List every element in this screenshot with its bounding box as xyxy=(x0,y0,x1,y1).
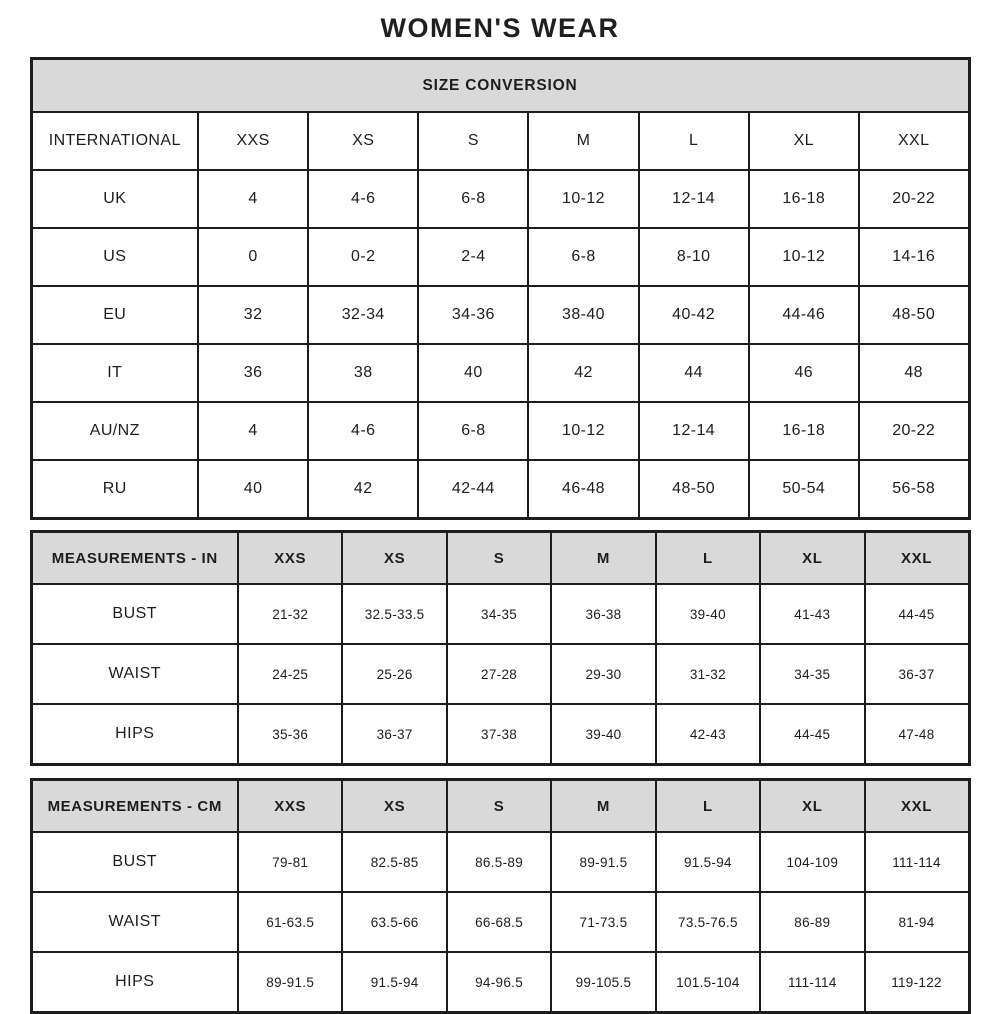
measurement-value-cell: 71-73.5 xyxy=(551,892,655,952)
size-value-cell: 42 xyxy=(308,460,418,519)
size-value-cell: 4-6 xyxy=(308,402,418,460)
measurements-cm-body xyxy=(31,780,969,1013)
column-header-size: XL xyxy=(760,532,864,585)
column-header-size: XS xyxy=(342,780,446,833)
column-header-size: S xyxy=(418,112,528,170)
size-value-cell: 36 xyxy=(198,344,308,402)
column-header-size: XL xyxy=(749,112,859,170)
column-header-size: S xyxy=(447,780,551,833)
measurement-value-cell: 89-91.5 xyxy=(238,952,342,1013)
measurement-value-cell: 101.5-104 xyxy=(656,952,760,1013)
size-conversion-band-title: SIZE CONVERSION xyxy=(31,59,969,113)
column-header-size: L xyxy=(656,780,760,833)
column-header-international: INTERNATIONAL xyxy=(31,112,198,170)
size-value-cell: 0 xyxy=(198,228,308,286)
measurement-value-cell: 34-35 xyxy=(447,584,551,644)
size-value-cell: 46-48 xyxy=(528,460,638,519)
size-conversion-row-aunz xyxy=(31,402,969,460)
measurements-in-title: MEASUREMENTS - IN xyxy=(31,532,238,585)
size-value-cell: 12-14 xyxy=(639,402,749,460)
size-conversion-row-it xyxy=(31,344,969,402)
column-header-size: XS xyxy=(308,112,418,170)
size-value-cell: 0-2 xyxy=(308,228,418,286)
size-conversion-row-eu xyxy=(31,286,969,344)
row-label: UK xyxy=(31,170,198,228)
size-value-cell: 16-18 xyxy=(749,170,859,228)
measurements-cm-row-waist xyxy=(31,892,969,952)
size-value-cell: 8-10 xyxy=(639,228,749,286)
measurement-value-cell: 91.5-94 xyxy=(342,952,446,1013)
size-value-cell: 10-12 xyxy=(528,402,638,460)
size-value-cell: 4 xyxy=(198,402,308,460)
row-label: WAIST xyxy=(31,644,238,704)
size-value-cell: 42 xyxy=(528,344,638,402)
column-header-size: XS xyxy=(342,532,446,585)
row-label: US xyxy=(31,228,198,286)
measurement-value-cell: 47-48 xyxy=(865,704,969,765)
measurement-value-cell: 34-35 xyxy=(760,644,864,704)
size-value-cell: 20-22 xyxy=(859,170,969,228)
size-value-cell: 50-54 xyxy=(749,460,859,519)
column-header-size: XXS xyxy=(198,112,308,170)
size-value-cell: 48-50 xyxy=(639,460,749,519)
table-gap xyxy=(0,520,1000,530)
measurement-value-cell: 25-26 xyxy=(342,644,446,704)
measurement-value-cell: 32.5-33.5 xyxy=(342,584,446,644)
row-label: BUST xyxy=(31,584,238,644)
measurements-cm-row-hips xyxy=(31,952,969,1013)
measurements-cm-table xyxy=(30,778,971,1014)
measurement-value-cell: 41-43 xyxy=(760,584,864,644)
size-value-cell: 48 xyxy=(859,344,969,402)
measurement-value-cell: 73.5-76.5 xyxy=(656,892,760,952)
measurement-value-cell: 94-96.5 xyxy=(447,952,551,1013)
column-header-size: XXL xyxy=(865,532,969,585)
measurements-cm-header-row xyxy=(31,780,969,833)
measurement-value-cell: 27-28 xyxy=(447,644,551,704)
measurements-in-row-hips xyxy=(31,704,969,765)
size-value-cell: 40 xyxy=(198,460,308,519)
size-conversion-row-uk xyxy=(31,170,969,228)
measurements-in-row-waist xyxy=(31,644,969,704)
size-conversion-body xyxy=(31,59,969,519)
column-header-size: XXL xyxy=(859,112,969,170)
measurements-cm-row-bust xyxy=(31,832,969,892)
size-value-cell: 12-14 xyxy=(639,170,749,228)
measurement-value-cell: 81-94 xyxy=(865,892,969,952)
measurement-value-cell: 24-25 xyxy=(238,644,342,704)
column-header-size: XXS xyxy=(238,780,342,833)
column-header-size: M xyxy=(551,780,655,833)
measurement-value-cell: 39-40 xyxy=(656,584,760,644)
measurements-in-table xyxy=(30,530,971,766)
measurement-value-cell: 79-81 xyxy=(238,832,342,892)
measurement-value-cell: 86-89 xyxy=(760,892,864,952)
size-value-cell: 4-6 xyxy=(308,170,418,228)
measurement-value-cell: 44-45 xyxy=(865,584,969,644)
measurement-value-cell: 82.5-85 xyxy=(342,832,446,892)
size-value-cell: 10-12 xyxy=(528,170,638,228)
row-label: HIPS xyxy=(31,704,238,765)
size-value-cell: 32-34 xyxy=(308,286,418,344)
size-value-cell: 42-44 xyxy=(418,460,528,519)
measurement-value-cell: 104-109 xyxy=(760,832,864,892)
column-header-size: L xyxy=(639,112,749,170)
size-value-cell: 20-22 xyxy=(859,402,969,460)
row-label: RU xyxy=(31,460,198,519)
column-header-size: S xyxy=(447,532,551,585)
measurement-value-cell: 89-91.5 xyxy=(551,832,655,892)
row-label: WAIST xyxy=(31,892,238,952)
size-value-cell: 56-58 xyxy=(859,460,969,519)
column-header-size: XXS xyxy=(238,532,342,585)
size-value-cell: 6-8 xyxy=(418,170,528,228)
size-conversion-table xyxy=(30,57,971,520)
column-header-size: M xyxy=(528,112,638,170)
size-value-cell: 46 xyxy=(749,344,859,402)
size-value-cell: 34-36 xyxy=(418,286,528,344)
measurement-value-cell: 36-37 xyxy=(342,704,446,765)
size-conversion-row-ru xyxy=(31,460,969,519)
size-value-cell: 40-42 xyxy=(639,286,749,344)
measurements-in-header-row xyxy=(31,532,969,585)
size-value-cell: 44 xyxy=(639,344,749,402)
table-gap xyxy=(0,766,1000,778)
size-value-cell: 48-50 xyxy=(859,286,969,344)
measurement-value-cell: 29-30 xyxy=(551,644,655,704)
size-value-cell: 38 xyxy=(308,344,418,402)
size-value-cell: 10-12 xyxy=(749,228,859,286)
measurement-value-cell: 99-105.5 xyxy=(551,952,655,1013)
measurement-value-cell: 66-68.5 xyxy=(447,892,551,952)
measurement-value-cell: 37-38 xyxy=(447,704,551,765)
measurement-value-cell: 21-32 xyxy=(238,584,342,644)
page-title: WOMEN'S WEAR xyxy=(380,13,620,43)
measurement-value-cell: 36-38 xyxy=(551,584,655,644)
size-conversion-row-us xyxy=(31,228,969,286)
column-header-size: XL xyxy=(760,780,864,833)
measurement-value-cell: 36-37 xyxy=(865,644,969,704)
row-label: HIPS xyxy=(31,952,238,1013)
measurement-value-cell: 91.5-94 xyxy=(656,832,760,892)
row-label: IT xyxy=(31,344,198,402)
size-conversion-header-row xyxy=(31,112,969,170)
size-value-cell: 38-40 xyxy=(528,286,638,344)
column-header-size: XXL xyxy=(865,780,969,833)
measurement-value-cell: 31-32 xyxy=(656,644,760,704)
size-value-cell: 44-46 xyxy=(749,286,859,344)
measurement-value-cell: 86.5-89 xyxy=(447,832,551,892)
measurement-value-cell: 61-63.5 xyxy=(238,892,342,952)
size-conversion-band-row xyxy=(31,59,969,113)
size-value-cell: 6-8 xyxy=(418,402,528,460)
row-label: EU xyxy=(31,286,198,344)
size-value-cell: 14-16 xyxy=(859,228,969,286)
measurement-value-cell: 44-45 xyxy=(760,704,864,765)
column-header-size: L xyxy=(656,532,760,585)
measurement-value-cell: 111-114 xyxy=(760,952,864,1013)
size-value-cell: 32 xyxy=(198,286,308,344)
column-header-size: M xyxy=(551,532,655,585)
row-label: BUST xyxy=(31,832,238,892)
size-value-cell: 4 xyxy=(198,170,308,228)
row-label: AU/NZ xyxy=(31,402,198,460)
measurement-value-cell: 63.5-66 xyxy=(342,892,446,952)
measurement-value-cell: 119-122 xyxy=(865,952,969,1013)
size-value-cell: 16-18 xyxy=(749,402,859,460)
measurement-value-cell: 42-43 xyxy=(656,704,760,765)
size-value-cell: 40 xyxy=(418,344,528,402)
size-value-cell: 2-4 xyxy=(418,228,528,286)
measurement-value-cell: 111-114 xyxy=(865,832,969,892)
size-value-cell: 6-8 xyxy=(528,228,638,286)
measurements-in-row-bust xyxy=(31,584,969,644)
measurements-in-body xyxy=(31,532,969,765)
measurement-value-cell: 39-40 xyxy=(551,704,655,765)
measurements-cm-title: MEASUREMENTS - CM xyxy=(31,780,238,833)
measurement-value-cell: 35-36 xyxy=(238,704,342,765)
